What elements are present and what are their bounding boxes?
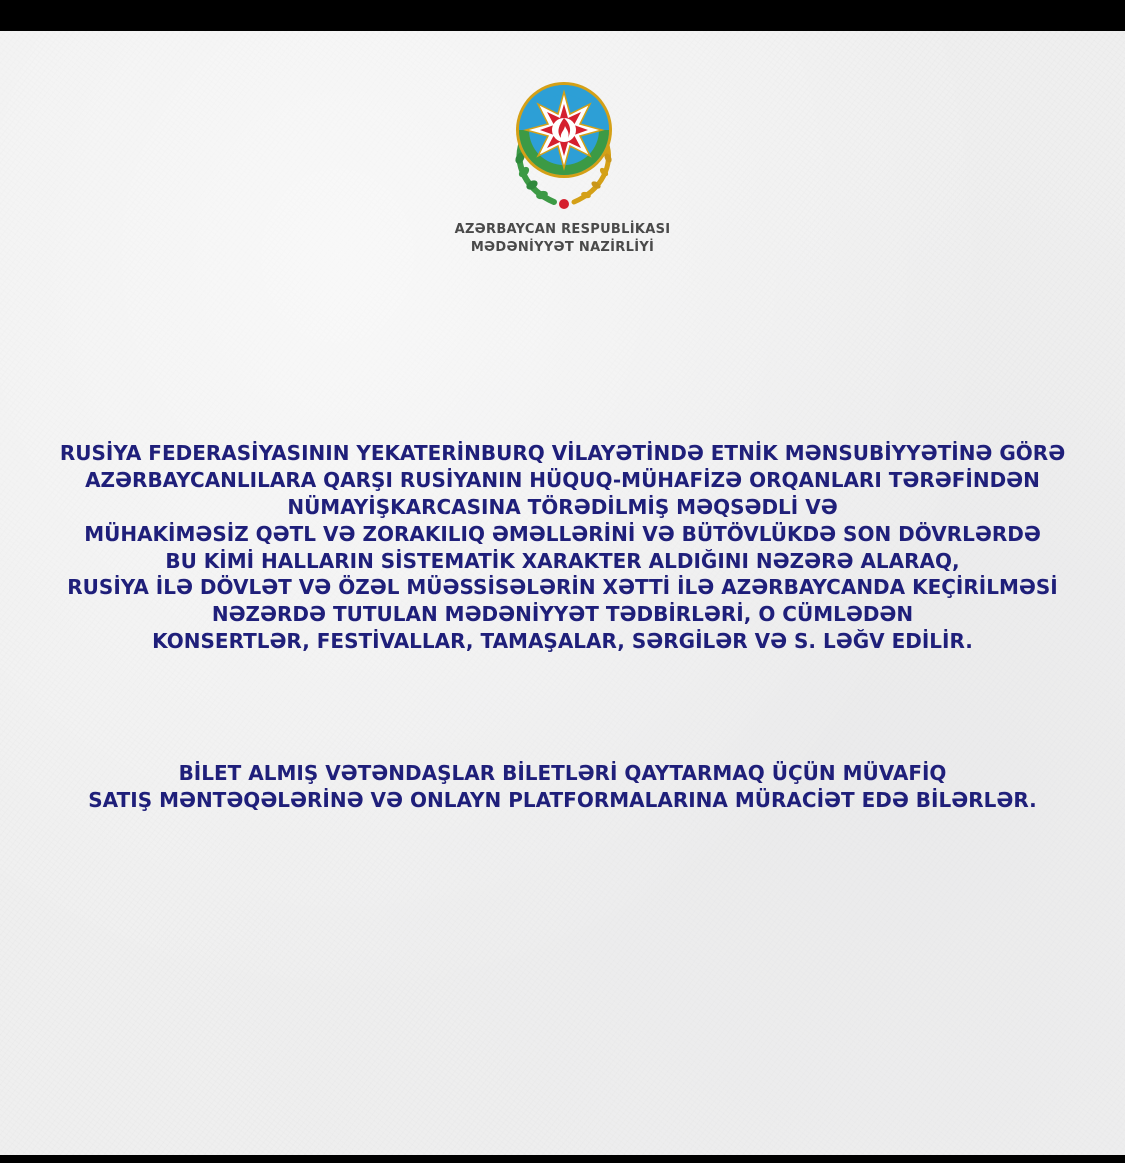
announcement-line: RUSİYA FEDERASİYASININ YEKATERİNBURQ VİLAYƏTİNDƏ ETNİK MƏNSUBİYYƏTİNƏ GÖRƏ — [59, 441, 1066, 465]
top-black-bar — [0, 0, 1125, 31]
announcement-line: KONSERTLƏR, FESTİVALLAR, TAMAŞALAR, SƏRGİLƏR VƏ S. LƏĞV EDİLİR. — [152, 629, 973, 654]
refund-line: BİLET ALMIŞ VƏTƏNDAŞLAR BİLETLƏRİ QAYTARMAQ ÜÇÜN MÜVAFİQ — [178, 761, 947, 785]
announcement-line: MÜHAKİMƏSİZ QƏTL VƏ ZORAKILIQ ƏMƏLLƏRİNİ VƏ BÜTÖVLÜKDƏ SON DÖVRLƏRDƏ — [84, 521, 1041, 546]
announcement-line: NÜMAYİŞKARCASINA TÖRƏDİLMİŞ MƏQSƏDLİ VƏ — [287, 494, 838, 519]
bottom-black-bar — [0, 1155, 1125, 1163]
ticket-refund-paragraph — [20, 760, 1105, 814]
ministry-name-line-2: MƏDƏNİYYƏT NAZİRLİYİ — [470, 240, 655, 255]
ministry-name-line-1: AZƏRBAYCAN RESPUBLİKASI — [454, 222, 671, 237]
announcement-line: RUSİYA İLƏ DÖVLƏT VƏ ÖZƏL MÜƏSSİSƏLƏRİN XƏTTİ İLƏ AZƏRBAYCANDA KEÇİRİLMƏSİ — [67, 575, 1058, 600]
announcement-line: AZƏRBAYCANLILARA QARŞI RUSİYANIN HÜQUQ-MÜHAFİZƏ ORQANLARI TƏRƏFİNDƏN — [85, 467, 1040, 492]
announcement-main-paragraph — [20, 440, 1105, 655]
azerbaijan-state-emblem-icon — [504, 80, 624, 212]
announcement-line: BU KİMİ HALLARIN SİSTEMATİK XARAKTER ALDIĞINI NƏZƏRƏ ALARAQ, — [165, 548, 960, 573]
announcement-line: NƏZƏRDƏ TUTULAN MƏDƏNİYYƏT TƏDBİRLƏRİ, O CÜMLƏDƏN — [211, 602, 914, 627]
refund-line: SATIŞ MƏNTƏQƏLƏRİNƏ VƏ ONLAYN PLATFORMALARINA MÜRACİƏT EDƏ BİLƏRLƏR. — [88, 787, 1037, 812]
